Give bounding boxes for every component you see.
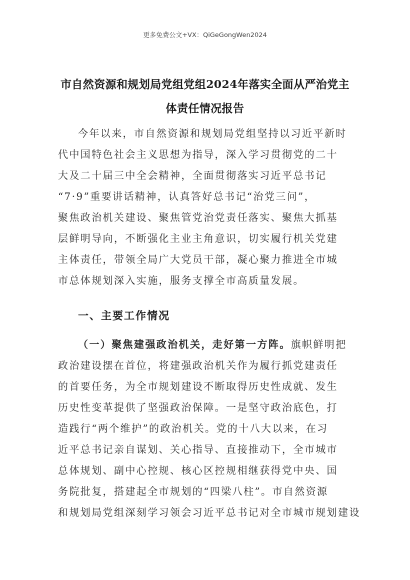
section1-line: 和规划局党组深刻学习领会习近平总书记对全市城市规划建设 [58,508,361,519]
watermark-text: 更多免费公文+VX：QiGeGongWen2024 [143,31,267,39]
section1-line: 总体规划、副中心控规、核心区控规相继获得党中央、国 [58,466,338,477]
document-title [58,73,352,121]
section1-first-line [58,335,354,356]
section1-line: 近平总书记亲自谋划、关心指导、直接推动下，全市城市 [58,445,338,456]
intro-line: 代中国特色社会主义思想为指导，深入学习贯彻党的二十 [58,150,338,161]
intro-paragraph [58,124,354,292]
section1-line: 务院批复，搭建起全市规划的“四梁八柱”。市自然资源 [58,487,329,498]
title-line-1: 市自然资源和规划局党组党组2024年落实全面从严治党主 [60,78,350,91]
intro-line: 今年以来，市自然资源和规划局党组坚持以习近平新时 [78,129,347,140]
section1-line: 历史性变革提供了坚强政治保障。一是坚守政治底色，打 [58,403,338,414]
subsection-heading: （一）聚焦建强政治机关，走好第一方阵。 [78,340,291,351]
title-line-2: 体责任情况报告 [165,102,245,115]
intro-line: 主体责任，带领全局广大党员干部，凝心聚力推进全市城 [58,255,338,266]
intro-line: 聚焦政治机关建设、聚焦管党治党责任落实、聚焦大抓基 [58,213,338,224]
section1-line: 造践行“两个维护”的政治机关。党的十八大以来，在习 [58,424,329,435]
intro-line: 大及二十届三中全会精神，全面贯彻落实习近平总书记 [58,171,327,182]
section1-line: 政治建设摆在首位，将建强政治机关作为履行抓党建责任 [58,361,338,372]
section1-paragraph [58,335,361,524]
section1-line-rest: 旗帜鲜明把 [290,340,347,351]
section-heading: 一、主要工作情况 [78,310,170,322]
intro-line: “7·9”重要讲话精神，认真答好总书记“治党三问”， [58,192,316,203]
document-body [58,124,361,524]
section1-line: 的首要任务，为全市规划建设不断取得历史性成就、发生 [58,382,338,393]
intro-line: 层鲜明导向，不断强化主业主角意识，切实履行机关党建 [58,234,338,245]
intro-line: 市总体规划深入实施，服务支撑全市高质量发展。 [58,276,305,287]
